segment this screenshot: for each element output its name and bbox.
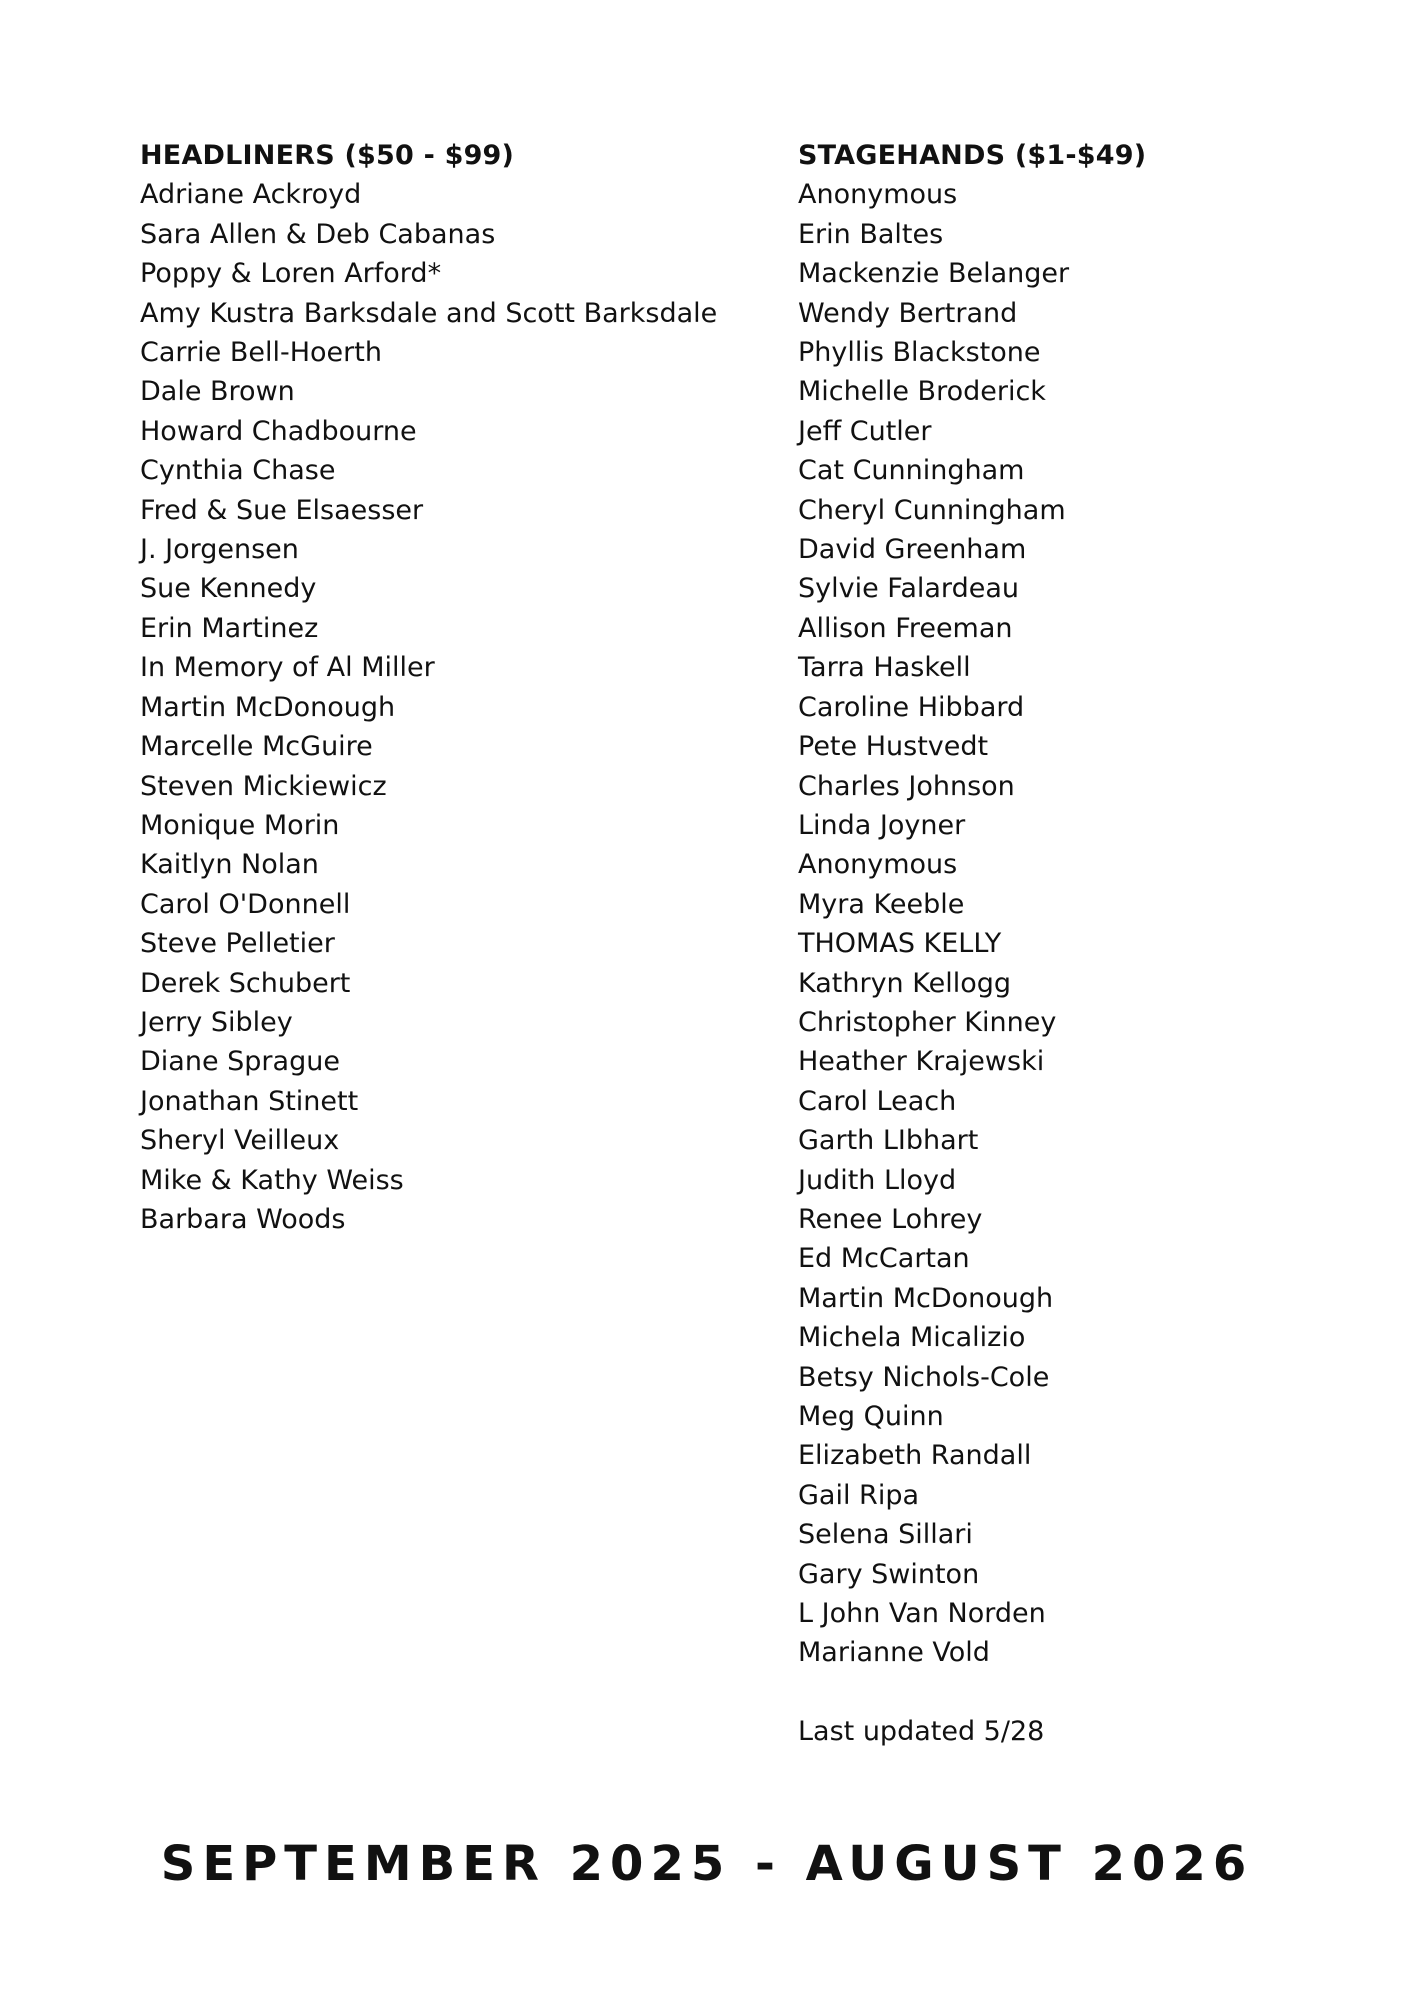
- donor-name: Jerry Sibley: [140, 1006, 293, 1038]
- donor-name: In Memory of Al Miller: [140, 652, 435, 684]
- donor-name: L John Van Norden: [798, 1598, 1046, 1630]
- donor-name: Anonymous: [798, 849, 958, 881]
- donor-name: Sara Allen & Deb Cabanas: [140, 218, 496, 250]
- donor-name: Martin McDonough: [798, 1282, 1054, 1314]
- donor-name: Renee Lohrey: [798, 1203, 983, 1235]
- donor-name: Tarra Haskell: [798, 652, 971, 684]
- donor-name: Meg Quinn: [798, 1401, 944, 1432]
- donor-name: Erin Martinez: [140, 612, 319, 644]
- donor-name: Pete Hustvedt: [798, 731, 989, 763]
- donor-name: Steven Mickiewicz: [140, 770, 387, 802]
- donor-name: Steve Pelletier: [140, 928, 335, 960]
- donor-name: Diane Sprague: [140, 1046, 340, 1078]
- donor-name: Myra Keeble: [798, 888, 965, 920]
- donor-name: Sylvie Falardeau: [798, 573, 1019, 605]
- donor-name: Judith Lloyd: [798, 1164, 957, 1196]
- donor-name: THOMAS KELLY: [798, 928, 1002, 960]
- donor-name: Sheryl Veilleux: [140, 1125, 340, 1157]
- last-updated-note: Last updated 5/28: [798, 1716, 1045, 1748]
- donor-name: Erin Baltes: [798, 218, 944, 250]
- donor-name: Betsy Nichols-Cole: [798, 1361, 1050, 1393]
- donor-name: Ed McCartan: [798, 1243, 970, 1275]
- headliners-column: [140, 136, 760, 1239]
- donor-name: Garth LIbhart: [798, 1125, 979, 1157]
- donor-name: Anonymous: [798, 179, 958, 211]
- donor-name: Michela Micalizio: [798, 1322, 1026, 1354]
- donor-name: Mike & Kathy Weiss: [140, 1164, 404, 1196]
- donor-name: Marcelle McGuire: [140, 731, 373, 763]
- donor-name: J. Jorgensen: [140, 534, 299, 566]
- donor-name: Carol O'Donnell: [140, 888, 351, 920]
- donor-name: Monique Morin: [140, 809, 340, 841]
- donor-name: Amy Kustra Barksdale and Scott Barksdale: [140, 297, 718, 329]
- donor-name: Carrie Bell-Hoerth: [140, 337, 382, 369]
- donor-name: Carol Leach: [798, 1085, 957, 1117]
- donor-name: Caroline Hibbard: [798, 691, 1025, 723]
- donor-name: Howard Chadbourne: [140, 415, 417, 447]
- headliners-heading: HEADLINERS ($50 - $99): [140, 140, 515, 171]
- donor-name: David Greenham: [798, 534, 1027, 566]
- donor-name: Christopher Kinney: [798, 1006, 1057, 1038]
- donor-name: Michelle Broderick: [798, 376, 1046, 408]
- donor-name: Mackenzie Belanger: [798, 258, 1070, 290]
- donor-name: Kaitlyn Nolan: [140, 849, 319, 881]
- donor-name: Linda Joyner: [798, 809, 966, 841]
- donor-name: Martin McDonough: [140, 691, 396, 723]
- donor-name: Charles Johnson: [798, 770, 1015, 802]
- donor-name: Selena Sillari: [798, 1519, 973, 1551]
- donor-name: Phyllis Blackstone: [798, 337, 1041, 369]
- donor-name: Gary Swinton: [798, 1558, 980, 1590]
- donor-name: Dale Brown: [140, 376, 295, 408]
- stagehands-list: [798, 175, 1358, 1672]
- donor-name: Cat Cunningham: [798, 455, 1025, 487]
- donor-name: Jonathan Stinett: [140, 1085, 359, 1117]
- donor-name: Wendy Bertrand: [798, 297, 1018, 329]
- donor-name: Adriane Ackroyd: [140, 179, 362, 211]
- season-title: SEPTEMBER 2025 - AUGUST 2026: [160, 1836, 1254, 1892]
- donor-name: Derek Schubert: [140, 967, 351, 999]
- donor-name: Fred & Sue Elsaesser: [140, 494, 424, 526]
- donor-name: Poppy & Loren Arford*: [140, 258, 442, 290]
- donor-name: Barbara Woods: [140, 1203, 346, 1235]
- donor-name: Sue Kennedy: [140, 573, 317, 605]
- donor-name: Jeff Cutler: [798, 415, 932, 447]
- headliners-list: [140, 175, 760, 1239]
- donor-name: Marianne Vold: [798, 1637, 990, 1669]
- donor-name: Cheryl Cunningham: [798, 494, 1066, 526]
- donor-name: Heather Krajewski: [798, 1046, 1045, 1078]
- stagehands-heading: STAGEHANDS ($1-$49): [798, 140, 1147, 171]
- donor-name: Allison Freeman: [798, 612, 1013, 644]
- donor-name: Cynthia Chase: [140, 455, 336, 487]
- donor-name: Elizabeth Randall: [798, 1440, 1032, 1472]
- donor-name: Kathryn Kellogg: [798, 967, 1012, 999]
- donor-name: Gail Ripa: [798, 1479, 919, 1511]
- stagehands-column: [798, 136, 1358, 1752]
